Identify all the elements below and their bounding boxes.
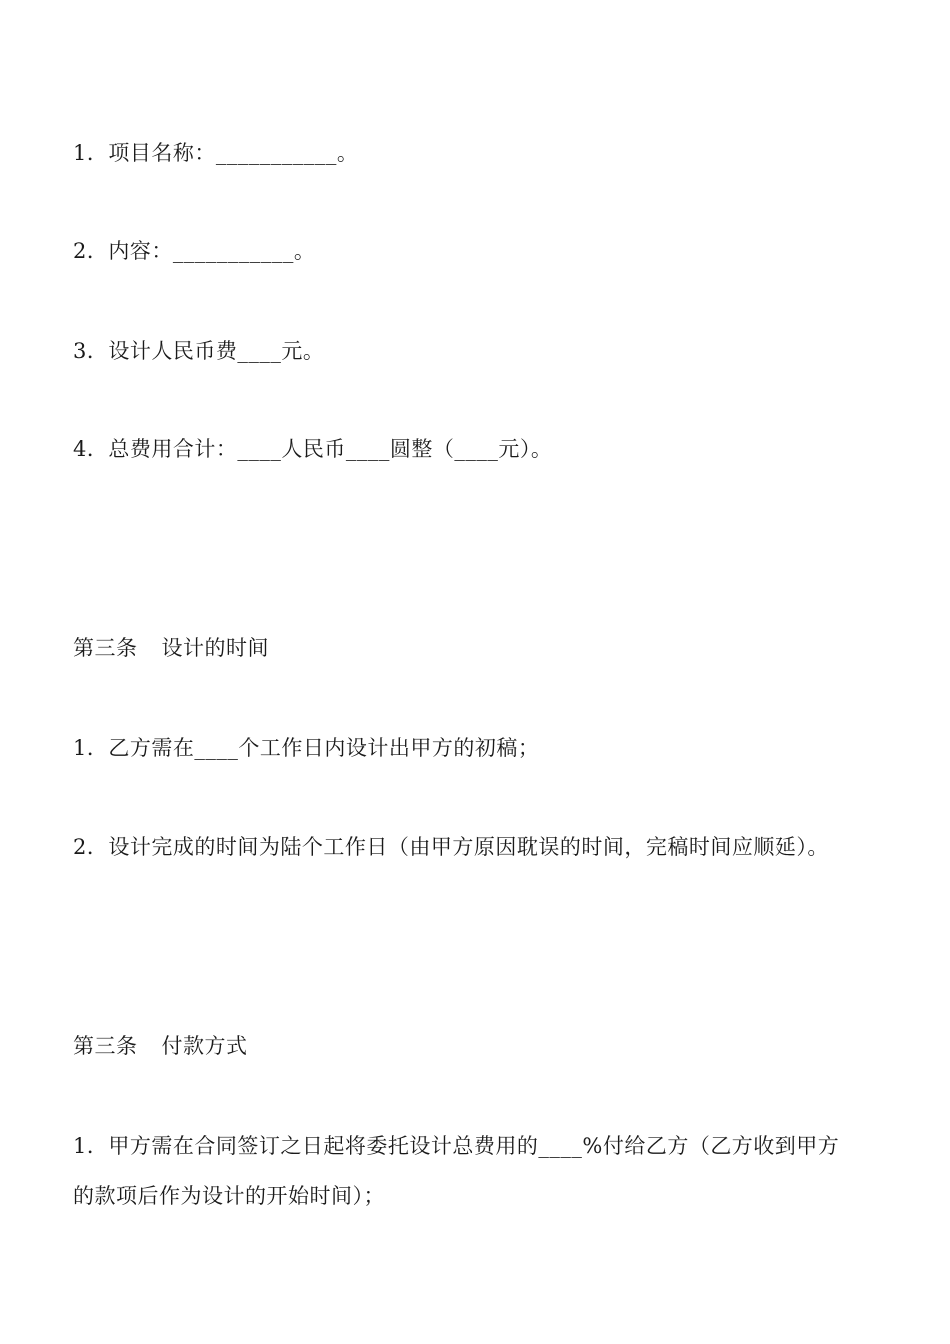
- heading-title: 付款方式: [161, 1034, 248, 1058]
- time-item-first-draft: 1．乙方需在____个工作日内设计出甲方的初稿；: [73, 736, 540, 760]
- fee-item-project-name: 1．项目名称：___________。: [73, 141, 359, 165]
- fee-item-content: 2．内容：___________。: [73, 239, 316, 263]
- time-item-completion: 2．设计完成的时间为陆个工作日（由甲方原因耽误的时间，完稿时间应顺延）。: [73, 835, 829, 859]
- section-heading-payment: [73, 1031, 248, 1061]
- heading-number: 第三条: [73, 1034, 138, 1058]
- heading-title: 设计的时间: [161, 636, 269, 660]
- section-heading-design-time: [73, 633, 269, 663]
- fee-item-design-fee: 3．设计人民币费____元。: [73, 339, 325, 363]
- payment-item-line-2: 的款项后作为设计的开始时间）；: [73, 1184, 385, 1208]
- heading-number: 第三条: [73, 636, 138, 660]
- fee-item-total: 4．总费用合计：____人民币____圆整（____元）。: [73, 437, 553, 461]
- payment-item-line-1: 1．甲方需在合同签订之日起将委托设计总费用的____%付给乙方（乙方收到甲方: [73, 1134, 840, 1158]
